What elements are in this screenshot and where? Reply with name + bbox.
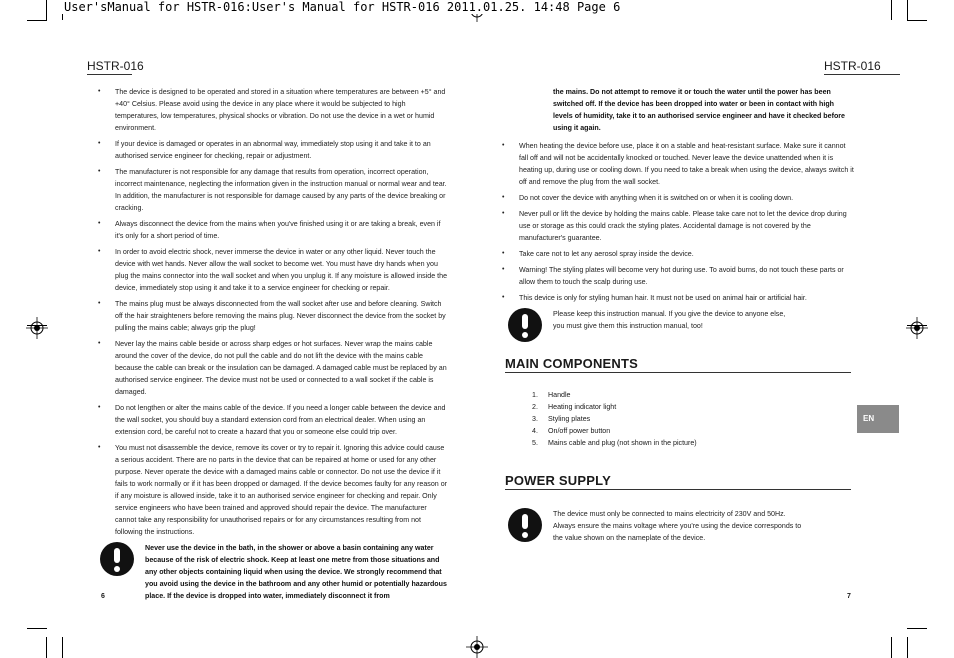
crop-mark	[907, 628, 927, 629]
warning-exclamation-icon	[508, 508, 542, 542]
component-item: 3. Styling plates	[532, 415, 591, 423]
page-number-right: 7	[847, 593, 851, 600]
language-tab: EN	[857, 405, 899, 433]
list-item: • The mains plug must be always disconnected from the wall socket after use and before cleaning. Switch off the hair straighteners before removing the mains plug. Never disconnect the device from the socket by pulling the mains cable; always grip the plug!	[98, 298, 450, 334]
right-column	[502, 86, 854, 332]
list-item: • Always disconnect the device from the mains when you've finished using it or are taking a break, even if it's only for a short period of time.	[98, 218, 450, 242]
warning-exclamation-icon	[100, 542, 134, 576]
list-item: • In order to avoid electric shock, never immerse the device in water or any other liquid. Never touch the device with wet hands. Never allow the wall socket to become wet. You must have dry hands when you plug the mains connector into the wall socket and when you unplug it. If any moisture is allowed inside the device, immediately stop using it and take it to a service engineer for checking or repair.	[98, 246, 450, 294]
header-rule-left	[87, 74, 132, 75]
list-item: • Take care not to let any aerosol spray inside the device.	[502, 248, 854, 260]
crop-mark	[891, 637, 892, 658]
list-item: • Do not cover the device with anything when it is switched on or when it is cooling down.	[502, 192, 854, 204]
crop-mark	[46, 0, 47, 20]
crop-mark	[907, 637, 908, 658]
power-supply-heading: POWER SUPPLY	[505, 473, 851, 490]
model-label-left: HSTR-016	[87, 59, 144, 73]
warning-block-left	[98, 542, 450, 602]
list-item: • This device is only for styling human hair. It must not be used on animal hair or artificial hair.	[502, 292, 854, 304]
main-components-heading: MAIN COMPONENTS	[505, 356, 851, 373]
left-column	[98, 86, 450, 602]
components-list	[532, 389, 697, 449]
list-item: • The device is designed to be operated and stored in a situation where temperatures are between +5° and +40° Celsius. Please avoid using the device in any place where it would be subjected to high temperatures, low temperatures, physical shocks or vibration. Do not use the device in a wet or humid environment.	[98, 86, 450, 134]
warning-text-continued: the mains. Do not attempt to remove it or touch the water until the power has been switched off. If the device has been dropped into water or been in contact with high levels of humidity, take it to an authorised service engineer and have it checked before using it again.	[553, 88, 845, 132]
registration-mark-icon	[466, 636, 488, 658]
crop-mark	[27, 628, 47, 629]
safety-list-left	[98, 86, 450, 538]
list-item: • When heating the device before use, place it on a stable and heat-resistant surface. Make sure it cannot fall off and will not be accidentally knocked or touched. Never leave the device unattended when it is heating up, during use or cooling down. If you need to take a break when using the device, always switch it off and remove the plug from the wall socket.	[502, 140, 854, 188]
list-item: • If your device is damaged or operates in an abnormal way, immediately stop using it and take it to an authorised service engineer for checking, repair or adjustment.	[98, 138, 450, 162]
list-item: • Do not lengthen or alter the mains cable of the device. If you need a longer cable between the device and the wall socket, you should buy a standard extension cord from an electrical dealer. When using an extension cord, be careful not to create a hazard that you or someone else could trip over.	[98, 402, 450, 438]
list-item: • Never pull or lift the device by holding the mains cable. Please take care not to let the device drop during use or storage as this could crack the styling plates. Accidental damage is not covered by the manufacturer's guarantee.	[502, 208, 854, 244]
list-item: • The manufacturer is not responsible for any damage that results from operation, incorrect operation, incorrect maintenance, neglecting the information given in the instruction manual or normal wear and tear. In addition, the manufacturer is not responsible for damage caused by any parts of the device breaking or cracking.	[98, 166, 450, 214]
crop-mark	[62, 637, 63, 658]
warning-exclamation-icon	[508, 308, 542, 342]
warning-text: Never use the device in the bath, in the shower or above a basin containing any water because of the risk of electric shock. Keep at least one metre from those situations and any other objects containing liquid when using the device. We strongly recommend that you avoid using the device in the bathroom and any other humid or potentially hazardous place. If the device is dropped into water, immediately disconnect it from	[145, 544, 447, 600]
keep-manual-text: Please keep this instruction manual. If you give the device to anyone else, you must give them this instruction manual, too!	[553, 310, 786, 330]
power-supply-text: The device must only be connected to mains electricity of 230V and 50Hz. Always ensure the mains voltage where you're using the device corresponds to the value shown on the nameplate of the device.	[553, 510, 802, 542]
safety-list-right	[502, 140, 854, 304]
header-rule-right	[824, 74, 900, 75]
component-item: 5. Mains cable and plug (not shown in the picture)	[532, 439, 697, 447]
component-item: 2. Heating indicator light	[532, 403, 617, 411]
component-item: 1. Handle	[532, 391, 571, 399]
crop-mark	[27, 20, 47, 21]
crop-mark	[46, 637, 47, 658]
registration-mark-icon	[26, 317, 48, 339]
list-item: • Warning! The styling plates will become very hot during use. To avoid burns, do not touch these parts or allow them to touch the scalp during use.	[502, 264, 854, 288]
component-item: 4. On/off power button	[532, 427, 611, 435]
page-number-left: 6	[101, 593, 105, 600]
crop-mark	[891, 0, 892, 20]
registration-mark-icon	[906, 317, 928, 339]
crop-mark	[907, 0, 908, 20]
list-item: • You must not disassemble the device, remove its cover or try to repair it. Ignoring this advice could cause a serious accident. There are no parts in the device that can be repaired at home or used for any other purpose. Never operate the device with a damaged mains cable or connector. Do not use the device if it fails to work normally or if it has been dropped or damaged. If the device becomes faulty for any reason or if any moisture is allowed inside, take it to an authorised service engineer for checking and repair. Only service engineers who have been trained and approved should repair the device. The manufacturer cannot take any responsibility for unauthorised repairs or for any circumstances resulting from not following the instructions.	[98, 442, 450, 538]
power-supply-section	[502, 506, 854, 544]
print-slug: User'sManual for HSTR-016:User's Manual for HSTR-016 2011.01.25. 14:48 Page 6	[64, 0, 621, 14]
keep-manual-block	[502, 308, 854, 332]
power-supply-block	[502, 508, 854, 544]
crop-mark	[907, 20, 927, 21]
list-item: • Never lay the mains cable beside or across sharp edges or hot surfaces. Never wrap the mains cable around the cover of the device, do not pull the cable and do not lift the device with the mains cable because the cable can break or the insulation can be damaged. A damaged cable must be replaced by an authorised service engineer. The device must not be used or connected to a wall socket if the cable is damaged.	[98, 338, 450, 398]
model-label-right: HSTR-016	[824, 59, 881, 73]
